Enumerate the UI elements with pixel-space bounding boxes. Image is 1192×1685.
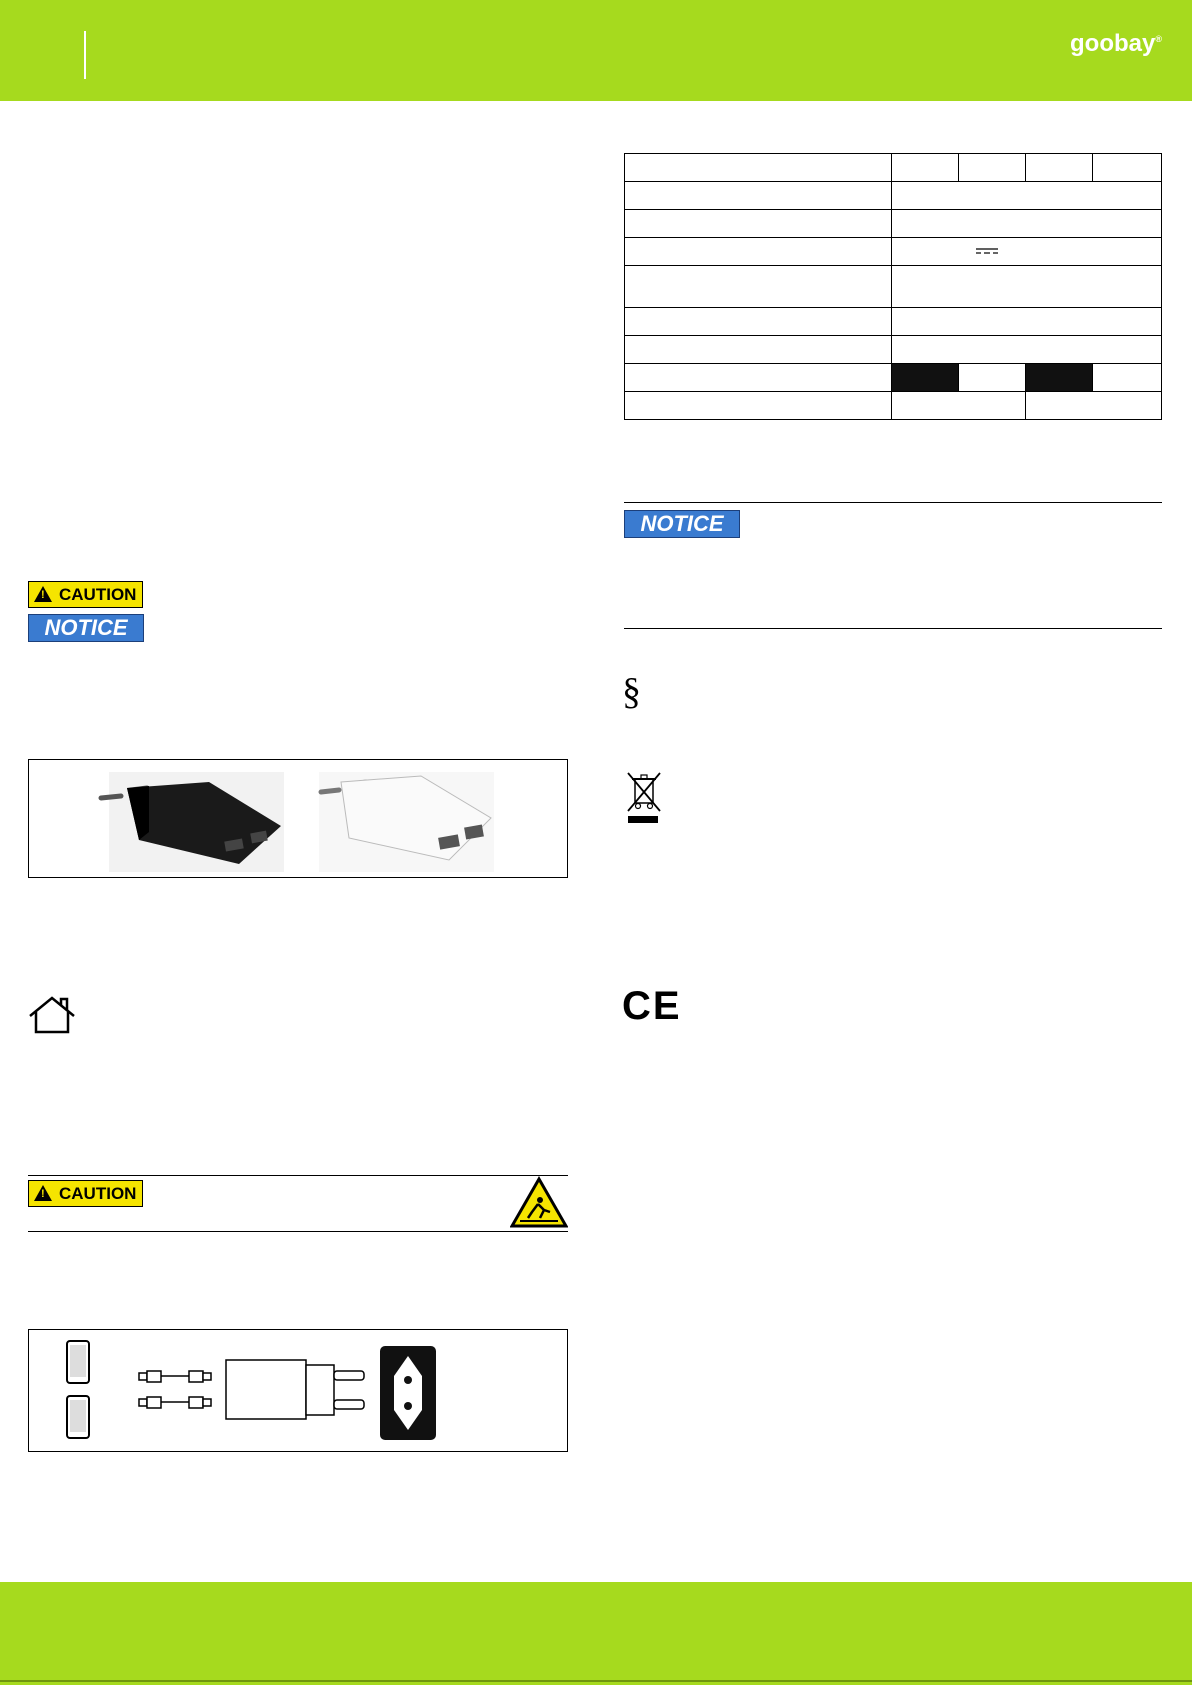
charger-outline-icon bbox=[226, 1360, 364, 1419]
usb-cable-icon bbox=[139, 1371, 211, 1408]
white-charger-image bbox=[319, 772, 494, 872]
notice-badge: NOTICE bbox=[28, 614, 144, 642]
divider-top bbox=[28, 1175, 568, 1176]
connection-diagram-frame bbox=[28, 1329, 568, 1452]
table-row bbox=[625, 392, 1162, 420]
caution-badge-trip: ! CAUTION bbox=[28, 1180, 143, 1207]
dc-symbol-icon bbox=[975, 247, 999, 255]
table-row bbox=[625, 308, 1162, 336]
header-bar bbox=[0, 0, 1192, 101]
product-photo-chargers bbox=[29, 760, 569, 879]
trip-hazard-icon bbox=[510, 1176, 568, 1229]
notice-badge-right: NOTICE bbox=[624, 510, 740, 538]
footer-bar bbox=[0, 1582, 1192, 1685]
ce-mark: CE bbox=[622, 984, 682, 1028]
warning-triangle-icon bbox=[34, 586, 52, 602]
table-row bbox=[625, 154, 1162, 182]
divider-bottom bbox=[28, 1231, 568, 1232]
header-divider bbox=[84, 31, 86, 79]
warning-triangle-icon bbox=[34, 1185, 52, 1201]
table-row bbox=[625, 266, 1162, 308]
table-row bbox=[625, 336, 1162, 364]
caution-badge: ! CAUTION bbox=[28, 581, 143, 608]
table-row bbox=[625, 238, 1162, 266]
table-row bbox=[625, 364, 1162, 392]
eu-socket-icon bbox=[380, 1346, 436, 1440]
spec-table bbox=[624, 153, 1162, 420]
weee-bin-icon bbox=[626, 771, 662, 825]
product-image-frame bbox=[28, 759, 568, 878]
table-row bbox=[625, 210, 1162, 238]
color-swatch-black bbox=[892, 364, 959, 392]
connection-diagram bbox=[29, 1330, 569, 1453]
section-symbol: § bbox=[622, 671, 641, 713]
brand-logo: goobay® bbox=[1070, 30, 1162, 57]
smartphone-icon bbox=[67, 1341, 89, 1438]
notice-divider-top bbox=[624, 502, 1162, 503]
house-icon bbox=[27, 996, 77, 1034]
footer-rule bbox=[0, 1680, 1192, 1682]
table-row bbox=[625, 182, 1162, 210]
black-charger-image bbox=[101, 772, 284, 872]
color-swatch-black bbox=[1026, 364, 1093, 392]
notice-divider-bottom bbox=[624, 628, 1162, 629]
